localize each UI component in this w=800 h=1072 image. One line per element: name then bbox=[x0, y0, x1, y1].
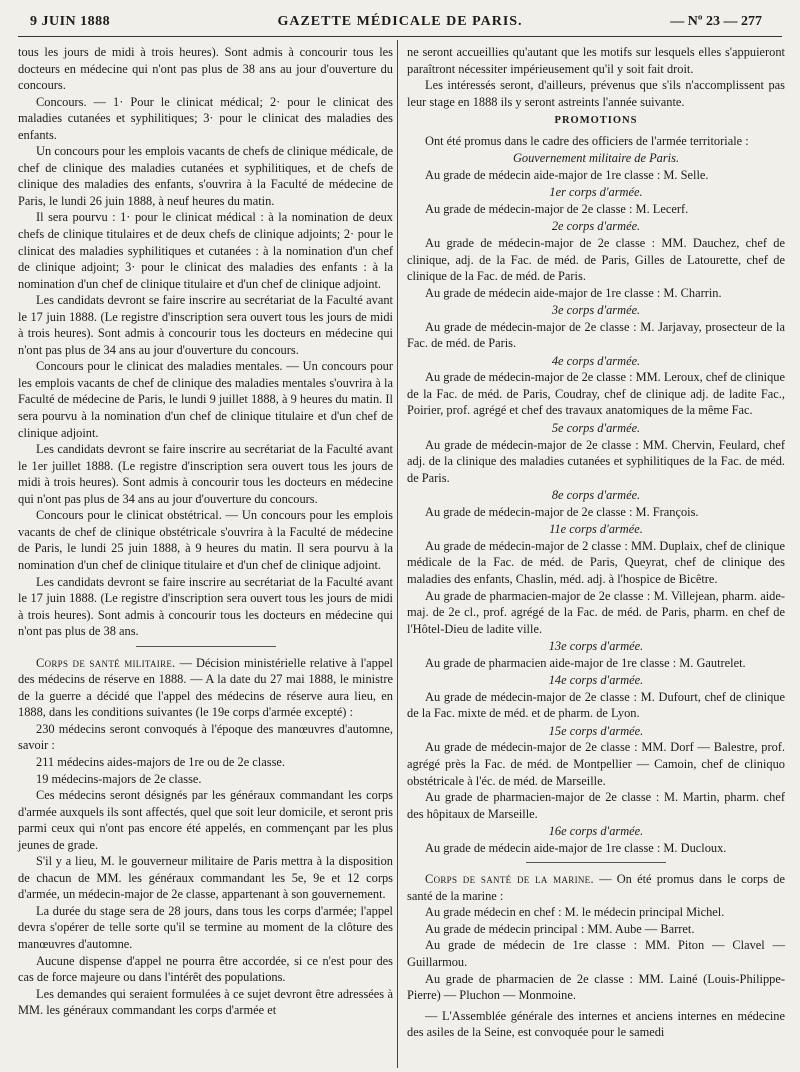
promotion-entry: Au grade de médecin-major de 2e classe : M. Dufourt, chef de clinique de la Fac. mixte de méd. et de pharm. de Lyon. bbox=[407, 689, 785, 721]
paragraph: Concours pour le clinicat des maladies mentales. — Un concours pour les emplois vacants de chef de clinique des maladies mentales s'ouvrira à la Faculté de médecine de Paris, le lundi 9 juillet 1888, à 9 heures du matin. Il sera pourvu à la nomination d'un chef de clinique titulaire et d'un chef de clinique adjoint. bbox=[18, 359, 393, 440]
header-date: 9 JUIN 1888 bbox=[30, 14, 111, 29]
corps-heading: 11e corps d'armée. bbox=[549, 522, 643, 537]
promotion-entry: Au grade de médecin-major de 2 classe : MM. Duplaix, chef de clinique médicale de la Fac. de méd. de Paris, Queyrat, chef de clinique des maladies des enfants, Chaslin, méd. adj. à l'hospice de Bicêtre. bbox=[407, 538, 785, 586]
corps-heading: 3e corps d'armée. bbox=[551, 303, 641, 318]
paragraph: Il sera pourvu : 1· pour le clinicat médical : à la nomination de deux chefs de clinique titulaires et de deux chefs de clinique adjoints; 2· pour le clinicat des maladies syphilitiques et cutanées : à la nomination d'un chef de clinique adjoint; 3· pour le clinicat des maladies des enfants : à la nomination d'un chef de clinique titulaire et d'un chef de clinique adjoint. bbox=[18, 210, 393, 291]
promotion-entry: Au grade de médecin aide-major de 1re classe : M. Ducloux. bbox=[425, 840, 727, 855]
promotion-entry: Au grade de médecin-major de 2e classe : M. Jarjavay, prosecteur de la Fac. de méd. de Paris. bbox=[407, 319, 785, 351]
paragraph: 19 médecins-majors de 2e classe. bbox=[36, 771, 202, 786]
paragraph: Un concours pour les emplois vacants de chefs de clinique médicale, de chef de clinique des maladies cutanées et syphilitiques, et de chefs de clinique des maladies des enfants, s'ouvrira à la Faculté de médecine de Paris, le lundi 26 juin 1888, à neuf heures du matin. bbox=[18, 144, 393, 208]
promotion-entry: Au grade de médecin-major de 2e classe : MM. Dorf — Balestre, prof. agrégé près la Fac. de méd. de Montpellier — Camoin, chef de cliniquo obstétricale à l'éc. de méd. de Marseille. bbox=[407, 740, 785, 788]
paragraph bbox=[407, 871, 785, 904]
header-title: GAZETTE MÉDICALE DE PARIS. bbox=[277, 14, 523, 29]
right-column bbox=[407, 44, 785, 1041]
paragraph: 211 médecins aides-majors de 1re ou de 2e classe. bbox=[36, 754, 285, 769]
promotions-heading: PROMOTIONS bbox=[554, 115, 638, 127]
header-issue-page: — Nº 23 — 277 bbox=[670, 14, 762, 29]
paragraph: Les candidats devront se faire inscrire au secrétariat de la Faculté avant le 17 juin 1888. (Le registre d'inscription sera ouvert tous les jours de midi à trois heures). Sont admis à concourir tous les docteurs en médecine qui n'ont pas plus de 38 ans. bbox=[18, 574, 393, 639]
promotion-entry: Au grade de médecin-major de 2e classe : MM. Chervin, Feulard, chef adj. de la clinique des maladies cutanées et syphilitiques de la Fac. de méd. de Paris. bbox=[407, 437, 785, 485]
corps-heading: 15e corps d'armée. bbox=[548, 723, 644, 738]
section-divider bbox=[526, 862, 666, 863]
promotion-entry: Au grade médecin en chef : M. le médecin principal Michel. bbox=[425, 905, 725, 920]
promotion-entry: Au grade de médecin-major de 2e classe : M. Lecerf. bbox=[425, 201, 689, 216]
promotion-entry: Au grade de médecin aide-major de 1re classe : M. Charrin. bbox=[425, 285, 722, 300]
promotion-entry: Au grade de pharmacien-major de 2e classe : M. Martin, pharm. chef des hôpitaux de Marseille. bbox=[407, 790, 785, 821]
corps-heading: 13e corps d'armée. bbox=[548, 639, 644, 654]
paragraph: Ces médecins seront désignés par les généraux commandant les corps d'armée auxquels ils sont affectés, quel que soit leur domicile, et seront pris parmi ceux qui n'ont pas encore été appelés, en commençant par les plus jeunes de grade. bbox=[18, 788, 393, 852]
corps-heading: 5e corps d'armée. bbox=[551, 421, 641, 436]
paragraph: Les candidats devront se faire inscrire au secrétariat de la Faculté avant le 1er juillet 1888. (Le registre d'inscription sera ouvert tous les jours de midi à trois heures). Sont admis à concourir tous les docteurs en médecine qui n'ont pas plus de 34 ans au jour d'ouverture du concours. bbox=[18, 442, 393, 506]
paragraph: S'il y a lieu, M. le gouverneur militaire de Paris mettra à la disposition de chacun de MM. les généraux commandant les 5e, 9e et 12 corps d'armée, un médecin-major de 2e classe, appartenant à son gouvernement. bbox=[18, 854, 393, 902]
paragraph: Concours pour le clinicat obstétrical. — Un concours pour les emplois vacants de chef de clinique obstétricale s'ouvrira à la Faculté de médecine de Paris, le lundi 25 juin 1888, à 9 heures du matin. Il sera pourvu à la nomination d'un chef de clinique titulaire et d'un chef de clinique adjoint. bbox=[18, 508, 393, 572]
paragraph: Aucune dispense d'appel ne pourra être accordée, si ce n'est pour des cas de force majeure ou dans l'intérêt des populations. bbox=[18, 953, 393, 985]
promotion-entry: Au grade de pharmacien de 2e classe : MM. Lainé (Louis-Philippe-Pierre) — Pluchon — Monmoine. bbox=[407, 971, 785, 1003]
promotion-entry: Au grade de médecin principal : MM. Aube — Barret. bbox=[425, 921, 695, 936]
paragraph: Ont été promus dans le cadre des officiers de l'armée territoriale : bbox=[425, 133, 749, 148]
corps-heading: 4e corps d'armée. bbox=[551, 353, 641, 368]
paragraph-text: — Décision ministérielle relative à l'appel des médecins de réserve en 1888. — A la date du 27 mai 1888, le ministre de la guerre a décidé que l'appel des médecins de réserve aura lieu, en 1888, dans les conditions suivantes (le 19e corps d'armée excepté) : bbox=[18, 655, 393, 720]
page-header bbox=[0, 0, 800, 36]
paragraph: ne seront accueillies qu'autant que les motifs sur lesquels elles s'appuieront paraîtront nécessiter impérieusement qu'il y soit fait droit. bbox=[407, 45, 785, 76]
promotion-entry: Au grade de pharmacien-major de 2e classe : M. Villejean, pharm. aide-maj. de 2e cl., prof. agrégé de la Fac. de méd. de Paris, pharm. en chef de l'Hôtel-Dieu de ladite ville. bbox=[407, 588, 785, 636]
left-column bbox=[18, 44, 393, 1019]
corps-heading: 14e corps d'armée. bbox=[548, 673, 644, 688]
corps-heading: 8e corps d'armée. bbox=[551, 488, 641, 503]
section-title: Corps de santé militaire. bbox=[36, 655, 176, 670]
paragraph: Les candidats devront se faire inscrire au secrétariat de la Faculté avant le 17 juin 1888. (Le registre d'inscription sera ouvert tous les jours de midi à trois heures). Sont admis à concourir tous les docteurs en médecine qui n'ont pas plus de 34 ans au jour d'ouverture du concours. bbox=[18, 293, 393, 357]
corps-heading: 16e corps d'armée. bbox=[548, 824, 644, 839]
promotion-entry: Au grade de médecin-major de 2e classe : MM. Dauchez, chef de clinique, adj. de la Fac. de méd. de Paris, Gilles de Latourette, chef de clinique de la Fac. de méd. de Paris. bbox=[407, 236, 785, 284]
corps-heading: 1er corps d'armée. bbox=[549, 185, 643, 200]
paragraph: tous les jours de midi à trois heures). Sont admis à concourir tous les docteurs en médecine qui n'ont pas plus de 38 ans au jour d'ouverture du concours. bbox=[18, 45, 393, 93]
paragraph: La durée du stage sera de 28 jours, dans tous les corps d'armée; l'appel devra s'opérer de telle sorte qu'il se termine au moment de la clôture des manœuvres d'automne. bbox=[18, 903, 393, 951]
paragraph-text: — On été promus dans le corps de santé de la marine : bbox=[407, 872, 785, 903]
paragraph: Les demandes qui seraient formulées à ce sujet devront être adressées à MM. les généraux commandant les corps d'armée et bbox=[18, 986, 393, 1018]
paragraph: — L'Assemblée générale des internes et anciens internes en médecine des asiles de la Seine, est convoquée pour le samedi bbox=[407, 1008, 785, 1040]
section-title: Corps de santé de la marine. bbox=[425, 872, 594, 887]
promotion-entry: Au grade de médecin de 1re classe : MM. Piton — Clavel — Guillarmou. bbox=[407, 938, 785, 969]
promotion-entry: Au grade de médecin aide-major de 1re classe : M. Selle. bbox=[425, 167, 709, 182]
paragraph: 230 médecins seront convoqués à l'époque des manœuvres d'automne, savoir : bbox=[18, 721, 393, 753]
promotion-entry: Au grade de médecin-major de 2e classe : MM. Leroux, chef de clinique de la Fac. de méd. de Paris, Coudray, chef de clinique adj. de ladite Fac., Poirier, prof. agrégé et chef des travaux anatomiques de la même Fac. bbox=[407, 370, 785, 418]
paragraph bbox=[18, 655, 393, 721]
promotion-entry: Au grade de médecin-major de 2e classe : M. François. bbox=[425, 504, 699, 519]
corps-heading: 2e corps d'armée. bbox=[551, 219, 641, 234]
column-divider bbox=[397, 40, 398, 1068]
paragraph: Les intéressés seront, d'ailleurs, prévenus que s'ils n'accomplissent pas leur stage en 1888 ils y seront astreints l'année suivante. bbox=[407, 78, 785, 109]
header-rule bbox=[18, 36, 782, 37]
paragraph: Concours. — 1· Pour le clinicat médical; 2· pour le clinicat des maladies cutanées et syphilitiques; 3· pour le clinicat des maladies des enfants. bbox=[18, 94, 393, 142]
section-divider bbox=[136, 646, 276, 647]
promotion-entry: Au grade de pharmacien aide-major de 1re classe : M. Gautrelet. bbox=[425, 655, 746, 670]
corps-heading: Gouvernement militaire de Paris. bbox=[512, 151, 680, 166]
